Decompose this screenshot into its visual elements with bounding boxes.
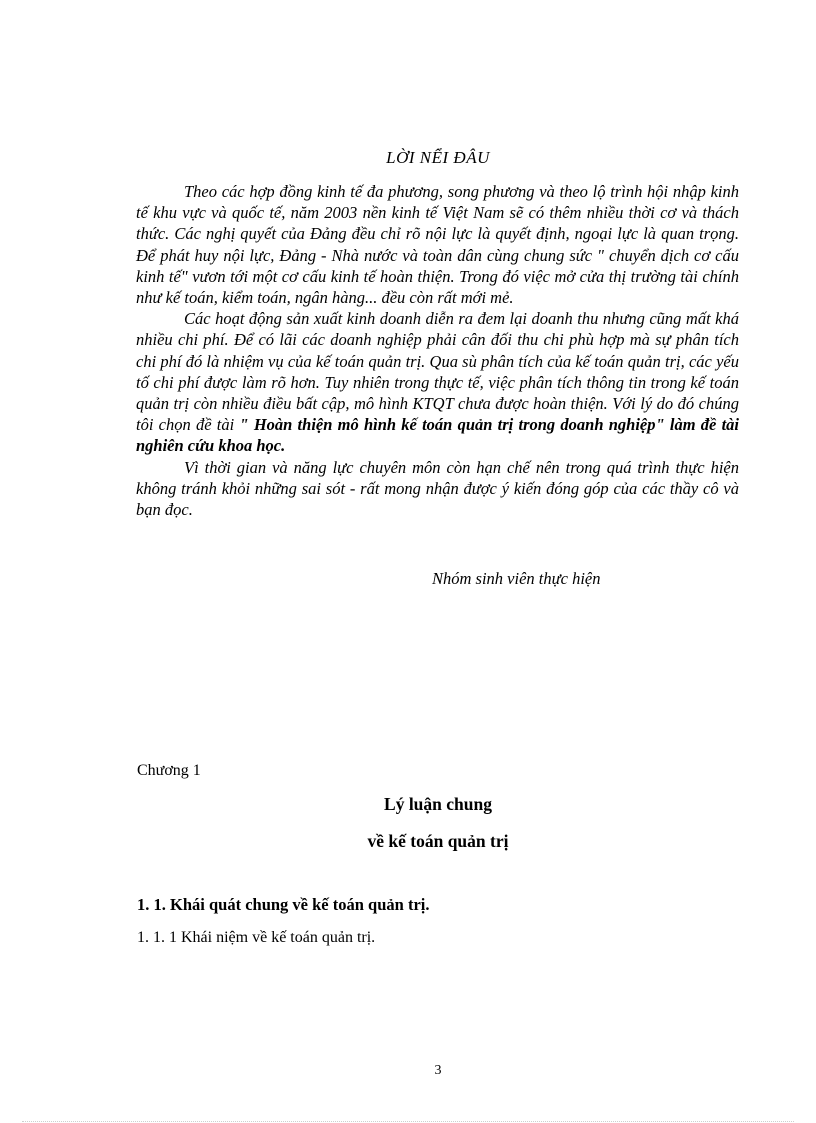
intro-title: LỜI NỂI ĐÂU bbox=[386, 148, 490, 167]
intro-paragraph-2 bbox=[136, 308, 739, 456]
intro-paragraph-2-text: Các hoạt động sản xuất kinh doanh diễn ra đem lại doanh thu nhưng cũng mất khá nhiều chi phí. Để có lãi các doanh nghiệp phải cân đối thu chi phù hợp mà sự phân tích chi phí đó là nhiệm vụ của kế toán quản trị. Qua sù phân tích của kế toán quản trị, các yếu tố chi phí được làm rõ hơn. Tuy nhiên trong thực tế, việc phân tích thông tin trong kế toán quản trị còn nhiều điều bất cập, mô hình KTQT chưa được hoàn thiện. Với lý do đó chúng tôi chọn đề tài bbox=[136, 309, 739, 435]
page-divider bbox=[22, 1121, 794, 1122]
research-topic-title: " Hoàn thiện mô hình kế toán quản trị trong doanh nghiệp" làm đề tài nghiên cứu khoa học. bbox=[136, 415, 740, 456]
intro-paragraph-1: Theo các hợp đồng kinh tế đa phương, song phương và theo lộ trình hội nhập kinh tế khu vực và quốc tế, năm 2003 nền kinh tế Việt Nam sẽ có thêm nhiều thời cơ và thách thức. Các nghị quyết của Đảng đều chỉ rõ nội lực là quyết định, ngoại lực là quan trọng. Để phát huy nội lực, Đảng - Nhà nước và toàn dân cùng chung sức " chuyển dịch cơ cấu kinh tế" vươn tới một cơ cấu kinh tế hoàn thiện. Trong đó việc mở cửa thị trường tài chính như kế toán, kiểm toán, ngân hàng... đều còn rất mới mẻ. bbox=[136, 182, 739, 308]
signature: Nhóm sinh viên thực hiện bbox=[432, 569, 601, 588]
page-number: 3 bbox=[434, 1063, 442, 1078]
subsection-heading: 1. 1. 1 Khái niệm về kế toán quản trị. bbox=[137, 929, 376, 946]
intro-paragraph-3: Vì thời gian và năng lực chuyên môn còn hạn chế nên trong quá trình thực hiện không tránh khỏi những sai sót - rất mong nhận được ý kiến đóng góp của các thầy cô và bạn đọc. bbox=[136, 457, 739, 520]
intro-body bbox=[136, 181, 739, 520]
chapter-title-line-2: về kế toán quản trị bbox=[367, 831, 509, 851]
chapter-label: Chương 1 bbox=[137, 762, 201, 779]
chapter-title-line-1: Lý luận chung bbox=[384, 794, 492, 814]
section-heading: 1. 1. Khái quát chung về kế toán quản trị. bbox=[137, 895, 430, 914]
